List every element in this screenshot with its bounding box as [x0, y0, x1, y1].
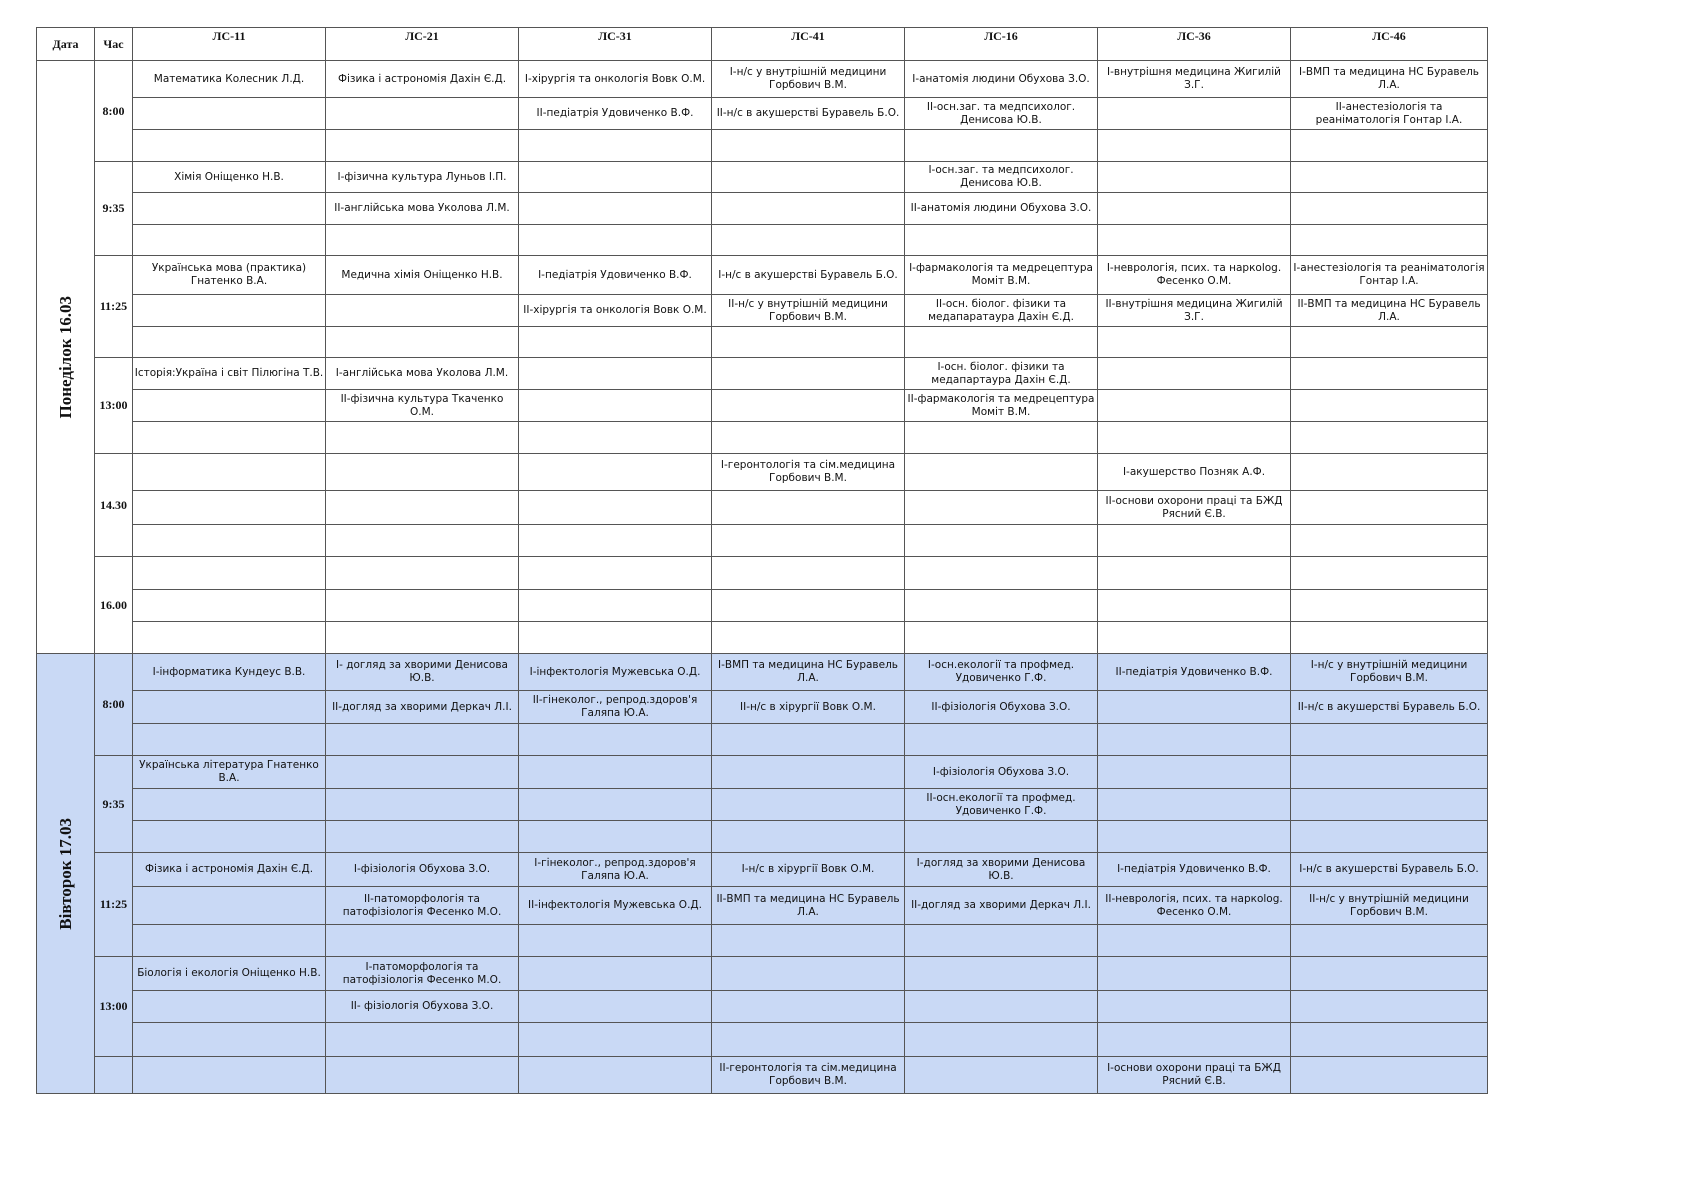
- lesson-cell: [326, 98, 519, 130]
- lesson-cell: [133, 590, 326, 622]
- lesson-cell: [133, 295, 326, 327]
- lesson-cell: [712, 925, 905, 957]
- lesson-cell: ІІ-інфектологія Мужевська О.Д.: [519, 887, 712, 925]
- lesson-cell: Фізика і астрономія Дахін Є.Д.: [326, 61, 519, 98]
- lesson-cell: [133, 193, 326, 225]
- lesson-cell: ІІ-н/с в акушерстві Буравель Б.О.: [1291, 691, 1488, 724]
- schedule-row: [37, 957, 1488, 991]
- schedule-row: [37, 590, 1488, 622]
- lesson-cell: Історія:Україна і світ Пілюгіна Т.В.: [133, 358, 326, 390]
- day-label: [37, 654, 95, 1094]
- lesson-cell: [905, 925, 1098, 957]
- lesson-cell: І-неврологія, псих. та наркolog. Фесенко О.М.: [1098, 256, 1291, 295]
- lesson-cell: [326, 557, 519, 590]
- lesson-cell: [133, 724, 326, 756]
- lesson-cell: [1098, 622, 1291, 654]
- lesson-cell: І-педіатрія Удовиченко В.Ф.: [1098, 853, 1291, 887]
- schedule-row: [37, 853, 1488, 887]
- lesson-cell: [905, 327, 1098, 358]
- lesson-cell: [519, 358, 712, 390]
- lesson-cell: [905, 525, 1098, 557]
- lesson-cell: [712, 491, 905, 525]
- lesson-cell: [133, 1057, 326, 1094]
- lesson-cell: [519, 225, 712, 256]
- time-slot-label: 13:00: [95, 358, 133, 454]
- lesson-cell: І-інфектологія Мужевська О.Д.: [519, 654, 712, 691]
- lesson-cell: [905, 225, 1098, 256]
- lesson-cell: [1291, 225, 1488, 256]
- lesson-cell: [133, 789, 326, 821]
- date-column-header: Дата: [37, 28, 95, 61]
- schedule-row: [37, 691, 1488, 724]
- lesson-cell: І-гінеколог., репрод.здоров'я Галяпа Ю.А.: [519, 853, 712, 887]
- lesson-cell: [519, 925, 712, 957]
- lesson-cell: [519, 454, 712, 491]
- lesson-cell: [326, 327, 519, 358]
- lesson-cell: [1291, 557, 1488, 590]
- time-slot-label: 13:00: [95, 957, 133, 1057]
- lesson-cell: [133, 691, 326, 724]
- lesson-cell: Українська мова (практика) Гнатенко В.А.: [133, 256, 326, 295]
- lesson-cell: [1291, 1023, 1488, 1057]
- lesson-cell: [1098, 525, 1291, 557]
- lesson-cell: [519, 130, 712, 162]
- schedule-row: [37, 654, 1488, 691]
- lesson-cell: ІІ-фізіологія Обухова З.О.: [905, 691, 1098, 724]
- lesson-cell: [905, 557, 1098, 590]
- schedule-row: [37, 454, 1488, 491]
- lesson-cell: [1098, 422, 1291, 454]
- lesson-cell: [133, 130, 326, 162]
- lesson-cell: [712, 130, 905, 162]
- lesson-cell: ІІ-анестезіологія та реаніматологія Гонтар І.А.: [1291, 98, 1488, 130]
- lesson-cell: [1291, 925, 1488, 957]
- day-label-text: Понеділок 16.03: [56, 295, 75, 419]
- schedule-row: [37, 130, 1488, 162]
- lesson-cell: [1098, 925, 1291, 957]
- schedule-row: [37, 821, 1488, 853]
- day-block-monday: [37, 61, 1488, 654]
- lesson-cell: ІІ- фізіологія Обухова З.О.: [326, 991, 519, 1023]
- lesson-cell: [1098, 557, 1291, 590]
- lesson-cell: ІІ-фізична культура Ткаченко О.М.: [326, 390, 519, 422]
- lesson-cell: [712, 1023, 905, 1057]
- schedule-row: [37, 225, 1488, 256]
- schedule-table: [36, 27, 1488, 1094]
- lesson-cell: [712, 957, 905, 991]
- lesson-cell: І-н/с в акушерстві Буравель Б.О.: [1291, 853, 1488, 887]
- lesson-cell: [133, 622, 326, 654]
- lesson-cell: [326, 1023, 519, 1057]
- lesson-cell: ІІ-анатомія людини Обухова З.О.: [905, 193, 1098, 225]
- lesson-cell: [1098, 756, 1291, 789]
- lesson-cell: І-педіатрія Удовиченко В.Ф.: [519, 256, 712, 295]
- lesson-cell: І-н/с в хірургії Вовк О.М.: [712, 853, 905, 887]
- schedule-row: [37, 557, 1488, 590]
- lesson-cell: І-анатомія людини Обухова З.О.: [905, 61, 1098, 98]
- lesson-cell: Фізика і астрономія Дахін Є.Д.: [133, 853, 326, 887]
- group-header: ЛС-11: [133, 28, 326, 61]
- lesson-cell: [1098, 162, 1291, 193]
- lesson-cell: І-н/с в акушерстві Буравель Б.О.: [712, 256, 905, 295]
- lesson-cell: [712, 756, 905, 789]
- lesson-cell: [519, 756, 712, 789]
- schedule-row: [37, 525, 1488, 557]
- lesson-cell: ІІ-осн.екології та профмед. Удовиченко Г.Ф.: [905, 789, 1098, 821]
- lesson-cell: [133, 390, 326, 422]
- lesson-cell: [326, 130, 519, 162]
- time-slot-label: 14.30: [95, 454, 133, 557]
- lesson-cell: [905, 491, 1098, 525]
- header-row: [37, 28, 1488, 61]
- lesson-cell: [326, 724, 519, 756]
- lesson-cell: [1098, 98, 1291, 130]
- lesson-cell: [519, 193, 712, 225]
- group-header: ЛС-36: [1098, 28, 1291, 61]
- lesson-cell: ІІ-геронтологія та сім.медицина Горбович В.М.: [712, 1057, 905, 1094]
- lesson-cell: І-патоморфологія та патофізіологія Фесенко М.О.: [326, 957, 519, 991]
- lesson-cell: [712, 590, 905, 622]
- group-header: ЛС-31: [519, 28, 712, 61]
- lesson-cell: [133, 327, 326, 358]
- time-slot-label: 8:00: [95, 654, 133, 756]
- lesson-cell: І-основи охорони праці та БЖД Рясний Є.В.: [1098, 1057, 1291, 1094]
- lesson-cell: [1291, 724, 1488, 756]
- lesson-cell: [519, 991, 712, 1023]
- lesson-cell: [133, 557, 326, 590]
- lesson-cell: [712, 991, 905, 1023]
- lesson-cell: [519, 622, 712, 654]
- lesson-cell: [326, 821, 519, 853]
- lesson-cell: [1291, 821, 1488, 853]
- lesson-cell: ІІ-ВМП та медицина НС Буравель Л.А.: [712, 887, 905, 925]
- lesson-cell: [519, 590, 712, 622]
- lesson-cell: [1291, 590, 1488, 622]
- lesson-cell: [519, 327, 712, 358]
- lesson-cell: ІІ-ВМП та медицина НС Буравель Л.А.: [1291, 295, 1488, 327]
- lesson-cell: [1291, 525, 1488, 557]
- lesson-cell: [519, 724, 712, 756]
- lesson-cell: [712, 789, 905, 821]
- group-header: ЛС-16: [905, 28, 1098, 61]
- lesson-cell: [1098, 691, 1291, 724]
- lesson-cell: [133, 454, 326, 491]
- lesson-cell: [519, 1023, 712, 1057]
- schedule-row: [37, 724, 1488, 756]
- lesson-cell: ІІ-догляд за хворими Деркач Л.І.: [326, 691, 519, 724]
- time-slot-label: 16.00: [95, 557, 133, 654]
- schedule-row: [37, 622, 1488, 654]
- schedule-row: [37, 61, 1488, 98]
- lesson-cell: [1098, 327, 1291, 358]
- lesson-cell: ІІ-догляд за хворими Деркач Л.І.: [905, 887, 1098, 925]
- lesson-cell: [1291, 491, 1488, 525]
- lesson-cell: ІІ-педіатрія Удовиченко В.Ф.: [1098, 654, 1291, 691]
- time-slot-label: [95, 1057, 133, 1094]
- lesson-cell: [326, 491, 519, 525]
- lesson-cell: [519, 491, 712, 525]
- lesson-cell: [905, 130, 1098, 162]
- lesson-cell: [905, 724, 1098, 756]
- time-slot-label: 9:35: [95, 756, 133, 853]
- schedule-row: [37, 256, 1488, 295]
- lesson-cell: [1098, 821, 1291, 853]
- lesson-cell: ІІ-хірургія та онкологія Вовк О.М.: [519, 295, 712, 327]
- lesson-cell: [1291, 789, 1488, 821]
- schedule-row: [37, 98, 1488, 130]
- lesson-cell: І- догляд за хворими Денисова Ю.В.: [326, 654, 519, 691]
- lesson-cell: [133, 991, 326, 1023]
- lesson-cell: [1291, 193, 1488, 225]
- schedule-row: [37, 887, 1488, 925]
- schedule-row: [37, 925, 1488, 957]
- lesson-cell: ІІ-основи охорони праці та БЖД Рясний Є.В.: [1098, 491, 1291, 525]
- lesson-cell: [1291, 957, 1488, 991]
- lesson-cell: [133, 525, 326, 557]
- lesson-cell: [519, 957, 712, 991]
- lesson-cell: [1291, 756, 1488, 789]
- lesson-cell: Математика Колесник Л.Д.: [133, 61, 326, 98]
- lesson-cell: [1291, 454, 1488, 491]
- lesson-cell: [905, 622, 1098, 654]
- schedule-row: [37, 991, 1488, 1023]
- lesson-cell: І-анестезіологія та реаніматологія Гонтар І.А.: [1291, 256, 1488, 295]
- group-header: ЛС-21: [326, 28, 519, 61]
- lesson-cell: [1098, 225, 1291, 256]
- lesson-cell: [1291, 327, 1488, 358]
- lesson-cell: [712, 724, 905, 756]
- lesson-cell: [1291, 390, 1488, 422]
- lesson-cell: ІІ-н/с в акушерстві Буравель Б.О.: [712, 98, 905, 130]
- lesson-cell: [519, 1057, 712, 1094]
- time-slot-label: 11:25: [95, 256, 133, 358]
- lesson-cell: [1098, 1023, 1291, 1057]
- lesson-cell: ІІ-патоморфологія та патофізіологія Фесенко М.О.: [326, 887, 519, 925]
- lesson-cell: [905, 1023, 1098, 1057]
- lesson-cell: [905, 1057, 1098, 1094]
- lesson-cell: І-хірургія та онкологія Вовк О.М.: [519, 61, 712, 98]
- lesson-cell: І-англійська мова Уколова Л.М.: [326, 358, 519, 390]
- time-slot-label: 9:35: [95, 162, 133, 256]
- lesson-cell: [519, 525, 712, 557]
- lesson-cell: [712, 821, 905, 853]
- lesson-cell: [326, 789, 519, 821]
- lesson-cell: [1291, 622, 1488, 654]
- lesson-cell: ІІ-англійська мова Уколова Л.М.: [326, 193, 519, 225]
- lesson-cell: [905, 821, 1098, 853]
- lesson-cell: [326, 925, 519, 957]
- lesson-cell: І-геронтологія та сім.медицина Горбович В.М.: [712, 454, 905, 491]
- group-header: ЛС-41: [712, 28, 905, 61]
- lesson-cell: [519, 422, 712, 454]
- lesson-cell: І-ВМП та медицина НС Буравель Л.А.: [1291, 61, 1488, 98]
- lesson-cell: [326, 622, 519, 654]
- lesson-cell: І-фармакологія та медрецептура Моміт В.М.: [905, 256, 1098, 295]
- lesson-cell: [1291, 358, 1488, 390]
- lesson-cell: [133, 98, 326, 130]
- lesson-cell: [905, 422, 1098, 454]
- lesson-cell: ІІ-осн.заг. та медпсихолог. Денисова Ю.В.: [905, 98, 1098, 130]
- lesson-cell: ІІ-н/с у внутрішній медицини Горбович В.М.: [712, 295, 905, 327]
- lesson-cell: [519, 821, 712, 853]
- lesson-cell: [1098, 130, 1291, 162]
- lesson-cell: [133, 821, 326, 853]
- schedule-row: [37, 491, 1488, 525]
- lesson-cell: [133, 925, 326, 957]
- lesson-cell: І-акушерство Позняк А.Ф.: [1098, 454, 1291, 491]
- lesson-cell: ІІ-внутрішня медицина Жигилій З.Г.: [1098, 295, 1291, 327]
- lesson-cell: ІІ-педіатрія Удовиченко В.Ф.: [519, 98, 712, 130]
- lesson-cell: [712, 225, 905, 256]
- lesson-cell: [1291, 162, 1488, 193]
- schedule-row: [37, 162, 1488, 193]
- time-slot-label: 11:25: [95, 853, 133, 957]
- lesson-cell: І-внутрішня медицина Жигилій З.Г.: [1098, 61, 1291, 98]
- lesson-cell: [905, 957, 1098, 991]
- lesson-cell: [133, 887, 326, 925]
- day-label: [37, 61, 95, 654]
- lesson-cell: [1098, 590, 1291, 622]
- lesson-cell: [712, 327, 905, 358]
- lesson-cell: [712, 162, 905, 193]
- lesson-cell: [519, 557, 712, 590]
- lesson-cell: [1098, 193, 1291, 225]
- lesson-cell: [712, 390, 905, 422]
- lesson-cell: [712, 525, 905, 557]
- lesson-cell: ІІ-неврологія, псих. та наркolog. Фесенко О.М.: [1098, 887, 1291, 925]
- lesson-cell: ІІ-гінеколог., репрод.здоров'я Галяпа Ю.А.: [519, 691, 712, 724]
- schedule-row: [37, 1057, 1488, 1094]
- lesson-cell: [905, 991, 1098, 1023]
- lesson-cell: [1098, 957, 1291, 991]
- lesson-cell: [905, 590, 1098, 622]
- lesson-cell: [326, 225, 519, 256]
- lesson-cell: ІІ-осн. біолог. фізики та медапаратаура Дахін Є.Д.: [905, 295, 1098, 327]
- schedule-row: [37, 390, 1488, 422]
- lesson-cell: І-фізіологія Обухова З.О.: [326, 853, 519, 887]
- lesson-cell: І-фізіологія Обухова З.О.: [905, 756, 1098, 789]
- lesson-cell: І-інформатика Кундеус В.В.: [133, 654, 326, 691]
- lesson-cell: [712, 193, 905, 225]
- lesson-cell: [326, 295, 519, 327]
- schedule-row: [37, 756, 1488, 789]
- schedule-row: [37, 1023, 1488, 1057]
- lesson-cell: Медична хімія Оніщенко Н.В.: [326, 256, 519, 295]
- lesson-cell: [326, 422, 519, 454]
- lesson-cell: [712, 557, 905, 590]
- lesson-cell: [1291, 130, 1488, 162]
- lesson-cell: [1098, 390, 1291, 422]
- schedule-row: [37, 422, 1488, 454]
- lesson-cell: [1098, 724, 1291, 756]
- lesson-cell: [1098, 789, 1291, 821]
- lesson-cell: ІІ-н/с в хірургії Вовк О.М.: [712, 691, 905, 724]
- lesson-cell: [326, 1057, 519, 1094]
- day-label-text: Вівторок 17.03: [56, 817, 75, 930]
- lesson-cell: [905, 454, 1098, 491]
- lesson-cell: І-ВМП та медицина НС Буравель Л.А.: [712, 654, 905, 691]
- lesson-cell: [519, 390, 712, 422]
- schedule-row: [37, 327, 1488, 358]
- lesson-cell: [1098, 358, 1291, 390]
- lesson-cell: [519, 789, 712, 821]
- day-block-tuesday: [37, 654, 1488, 1094]
- lesson-cell: [326, 525, 519, 557]
- lesson-cell: [1291, 991, 1488, 1023]
- lesson-cell: [326, 454, 519, 491]
- time-column-header: Час: [95, 28, 133, 61]
- lesson-cell: І-н/с у внутрішній медицини Горбович В.М.: [712, 61, 905, 98]
- schedule-row: [37, 358, 1488, 390]
- lesson-cell: [133, 491, 326, 525]
- lesson-cell: [326, 590, 519, 622]
- time-slot-label: 8:00: [95, 61, 133, 162]
- lesson-cell: І-н/с у внутрішній медицини Горбович В.М.: [1291, 654, 1488, 691]
- lesson-cell: [133, 1023, 326, 1057]
- lesson-cell: [133, 225, 326, 256]
- schedule-row: [37, 295, 1488, 327]
- lesson-cell: ІІ-фармакологія та медрецептура Моміт В.М.: [905, 390, 1098, 422]
- schedule-row: [37, 789, 1488, 821]
- lesson-cell: [1098, 991, 1291, 1023]
- lesson-cell: Біологія і екологія Оніщенко Н.В.: [133, 957, 326, 991]
- lesson-cell: [1291, 1057, 1488, 1094]
- lesson-cell: ІІ-н/с у внутрішній медицини Горбович В.М.: [1291, 887, 1488, 925]
- lesson-cell: [1291, 422, 1488, 454]
- lesson-cell: [712, 422, 905, 454]
- lesson-cell: [133, 422, 326, 454]
- group-header: ЛС-46: [1291, 28, 1488, 61]
- lesson-cell: Українська література Гнатенко В.А.: [133, 756, 326, 789]
- schedule-row: [37, 193, 1488, 225]
- lesson-cell: [519, 162, 712, 193]
- lesson-cell: І-фізична культура Луньов І.П.: [326, 162, 519, 193]
- lesson-cell: [712, 622, 905, 654]
- lesson-cell: Хімія Оніщенко Н.В.: [133, 162, 326, 193]
- lesson-cell: І-догляд за хворими Денисова Ю.В.: [905, 853, 1098, 887]
- lesson-cell: [326, 756, 519, 789]
- lesson-cell: І-осн.заг. та медпсихолог. Денисова Ю.В.: [905, 162, 1098, 193]
- lesson-cell: І-осн.екології та профмед. Удовиченко Г.Ф.: [905, 654, 1098, 691]
- lesson-cell: І-осн. біолог. фізики та медапартаура Дахін Є.Д.: [905, 358, 1098, 390]
- lesson-cell: [712, 358, 905, 390]
